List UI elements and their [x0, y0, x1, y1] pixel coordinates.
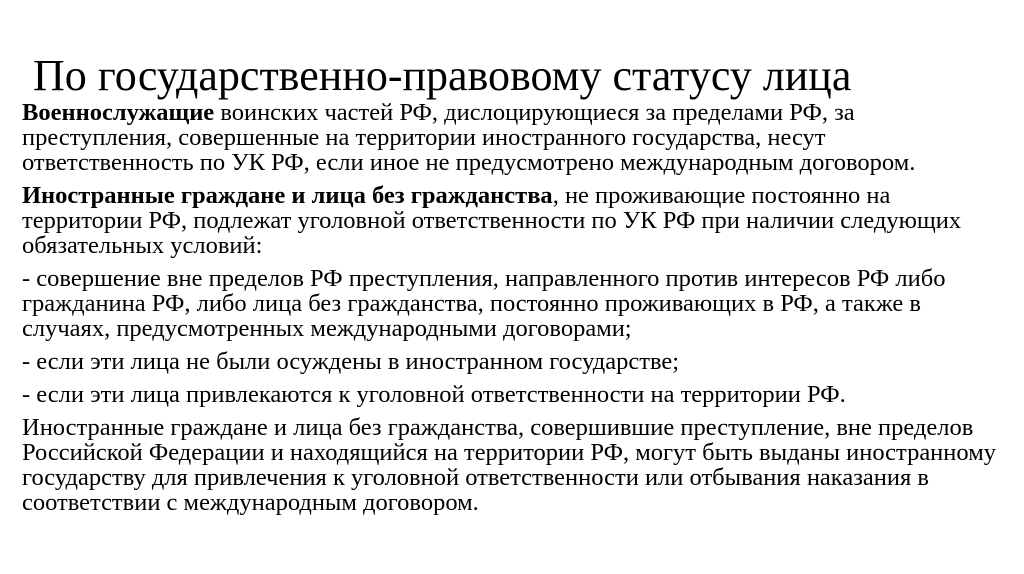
paragraph-text: - совершение вне пределов РФ преступления, направленного против интересов РФ либо гражданина РФ, либо лица без гражданства, постоянно проживающих в РФ, а также в случаях, предусмотренных международными договорами;: [22, 265, 946, 342]
paragraph-extradition: [22, 415, 1002, 515]
paragraph-condition-2: [22, 349, 1002, 374]
paragraph-text: - если эти лица привлекаются к уголовной ответственности на территории РФ.: [22, 381, 846, 408]
slide-title: По государственно-правовому статусу лица: [33, 51, 852, 101]
paragraph-condition-1: [22, 266, 1002, 341]
paragraph-bold-lead: Военнослужащие: [22, 99, 215, 126]
slide-body: [22, 100, 1002, 523]
paragraph-foreigners: [22, 183, 1002, 258]
paragraph-text: Иностранные граждане и лица без гражданства, совершившие преступление, вне пределов Российской Федерации и находящийся на территории РФ, могут быть выданы иностранному государству для привлечения к уголовной ответственности или отбывания наказания в соответствии с международным договором.: [22, 414, 996, 516]
paragraph-text: воинских частей РФ, дислоцирующиеся за пределами РФ, за преступления, совершенные на территории иностранного государства, несут ответственность по УК РФ, если иное не предусмотрено международным договором.: [22, 99, 916, 176]
paragraph-text: , не проживающие постоянно на территории РФ, подлежат уголовной ответственности по УК РФ при наличии следующих обязательных условий:: [22, 182, 962, 259]
paragraph-servicemen: [22, 100, 1002, 175]
paragraph-text: - если эти лица не были осуждены в иностранном государстве;: [22, 348, 680, 375]
paragraph-condition-3: [22, 382, 1002, 407]
paragraph-bold-lead: Иностранные граждане и лица без гражданства: [22, 182, 553, 209]
